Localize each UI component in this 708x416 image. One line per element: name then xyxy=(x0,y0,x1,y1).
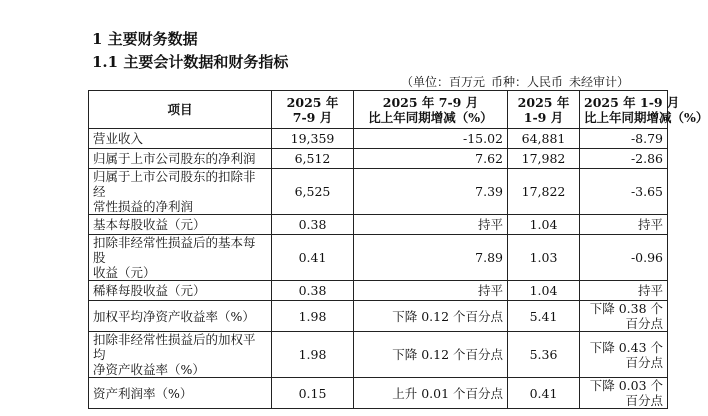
row-ytd: 0.41 xyxy=(508,378,580,409)
row-ytd-change: -0.96 xyxy=(580,235,668,281)
row-q3-change: 7.39 xyxy=(354,169,508,215)
row-ytd-change: 下降 0.38 个百分点 xyxy=(580,301,668,332)
table-row xyxy=(89,169,668,215)
row-ytd-change: 下降 0.03 个百分点 xyxy=(580,378,668,409)
header-q3-change-line1: 2025 年 7-9 月 xyxy=(382,94,479,110)
header-ytd xyxy=(508,91,580,129)
row-ytd: 1.04 xyxy=(508,215,580,235)
row-item xyxy=(89,332,272,378)
row-q3: 19,359 xyxy=(272,129,354,149)
row-item-line1: 扣除非经常性损益后的基本每股 xyxy=(93,235,256,265)
header-ytd-change xyxy=(580,91,708,129)
table-row xyxy=(89,301,668,332)
row-ytd: 5.41 xyxy=(508,301,580,332)
row-ytd: 1.04 xyxy=(508,281,580,301)
row-q3: 0.41 xyxy=(272,235,354,281)
header-ytd-line2: 1-9 月 xyxy=(523,109,564,125)
row-item: 资产利润率（%） xyxy=(89,378,272,409)
row-q3-change: 上升 0.01 个百分点 xyxy=(354,378,508,409)
row-q3: 0.38 xyxy=(272,281,354,301)
table-header-row xyxy=(89,91,668,129)
row-ytd: 17,822 xyxy=(508,169,580,215)
row-ytd-change: 下降 0.43 个百分点 xyxy=(580,332,668,378)
header-q3-line2: 7-9 月 xyxy=(292,109,333,125)
row-item: 加权平均净资产收益率（%） xyxy=(89,301,272,332)
row-item: 营业收入 xyxy=(89,129,272,149)
row-q3: 0.38 xyxy=(272,215,354,235)
row-q3-change: 7.89 xyxy=(354,235,508,281)
row-item xyxy=(89,169,272,215)
unit-note xyxy=(401,73,629,90)
row-q3-change: 持平 xyxy=(354,281,508,301)
row-ytd: 5.36 xyxy=(508,332,580,378)
currency-label: 币种：人民币 xyxy=(490,75,563,89)
row-q3-change: 7.62 xyxy=(354,149,508,169)
row-ytd: 1.03 xyxy=(508,235,580,281)
financial-data-table xyxy=(88,90,708,409)
table-row xyxy=(89,281,668,301)
table-row xyxy=(89,378,668,409)
row-q3-change: 下降 0.12 个百分点 xyxy=(354,332,508,378)
audit-label: 未经审计） xyxy=(568,75,629,89)
row-ytd: 64,881 xyxy=(508,129,580,149)
row-item-line2: 常性损益的净利润 xyxy=(93,199,194,214)
table-row xyxy=(89,235,668,281)
row-q3: 1.98 xyxy=(272,301,354,332)
table-row xyxy=(89,149,668,169)
row-q3-change: 持平 xyxy=(354,215,508,235)
header-ytd-change-line1: 2025 年 1-9 月 xyxy=(584,94,680,110)
row-q3-change: 下降 0.12 个百分点 xyxy=(354,301,508,332)
row-item: 稀释每股收益（元） xyxy=(89,281,272,301)
row-item-line2: 收益（元） xyxy=(93,265,156,280)
table-row xyxy=(89,215,668,235)
row-item-line2: 净资产收益率（%） xyxy=(93,362,205,377)
row-item-line1: 扣除非经常性损益后的加权平均 xyxy=(93,332,256,362)
row-item: 归属于上市公司股东的净利润 xyxy=(89,149,272,169)
header-q3-change-line2: 比上年同期增减（%） xyxy=(368,109,493,125)
row-ytd-change: 持平 xyxy=(580,215,668,235)
row-ytd: 17,982 xyxy=(508,149,580,169)
header-ytd-line1: 2025 年 xyxy=(517,94,570,110)
row-item xyxy=(89,235,272,281)
table-row xyxy=(89,129,668,149)
row-q3: 6,525 xyxy=(272,169,354,215)
row-ytd-change: -3.65 xyxy=(580,169,668,215)
row-q3: 6,512 xyxy=(272,149,354,169)
header-q3 xyxy=(272,91,354,129)
row-q3-change: -15.02 xyxy=(354,129,508,149)
subsection-title: 1.1 主要会计数据和财务指标 xyxy=(92,53,289,71)
row-ytd-change: 持平 xyxy=(580,281,668,301)
row-ytd-change: -2.86 xyxy=(580,149,668,169)
header-q3-line1: 2025 年 xyxy=(286,94,339,110)
row-q3: 0.15 xyxy=(272,378,354,409)
row-item-line1: 归属于上市公司股东的扣除非经 xyxy=(93,169,256,199)
row-ytd-change: -8.79 xyxy=(580,129,668,149)
table-row xyxy=(89,332,668,378)
section-title: 1 主要财务数据 xyxy=(92,30,198,48)
header-item: 项目 xyxy=(89,91,272,129)
row-item: 基本每股收益（元） xyxy=(89,215,272,235)
row-q3: 1.98 xyxy=(272,332,354,378)
unit-label: （单位：百万元 xyxy=(400,75,485,89)
header-ytd-change-line2: 比上年同期增减（%） xyxy=(584,109,708,125)
header-q3-change xyxy=(354,91,508,129)
